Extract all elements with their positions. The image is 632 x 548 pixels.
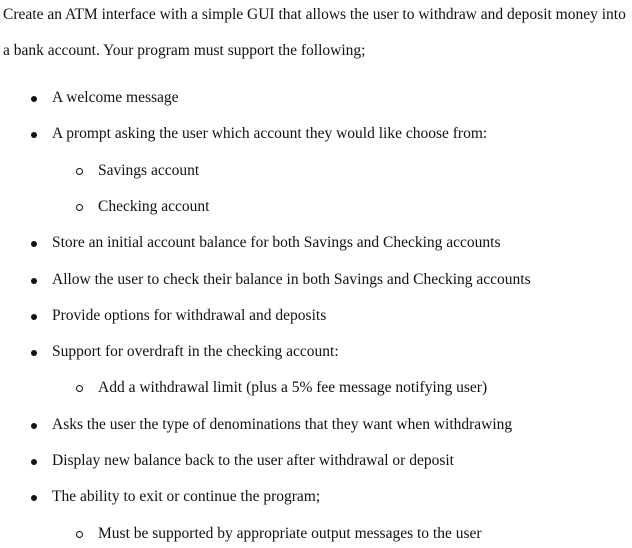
- bullet-icon: [31, 423, 37, 429]
- list-item: Add a withdrawal limit (plus a 5% fee message notifying user): [98, 379, 488, 397]
- list-item: Provide options for withdrawal and deposits: [52, 306, 327, 324]
- bullet-icon: [31, 495, 37, 501]
- bullet-icon: [31, 350, 37, 356]
- list-item: Store an initial account balance for both Savings and Checking accounts: [52, 234, 501, 252]
- list-item: A prompt asking the user which account they would like choose from:: [52, 125, 488, 143]
- list-item: Support for overdraft in the checking account:: [52, 343, 339, 361]
- intro-line: a bank account. Your program must support the following;: [3, 42, 366, 59]
- bullet-icon: [31, 278, 37, 284]
- list-item: Checking account: [98, 197, 210, 215]
- list-item: A welcome message: [52, 89, 179, 106]
- sub-bullet-icon: [76, 204, 83, 211]
- bullet-icon: [31, 241, 37, 247]
- sub-bullet-icon: [76, 531, 83, 538]
- list-item: The ability to exit or continue the program;: [52, 488, 321, 506]
- list-item: Savings account: [98, 161, 200, 179]
- bullet-icon: [31, 96, 37, 102]
- intro-line: Create an ATM interface with a simple GUI that allows the user to withdraw and deposit money into: [3, 6, 626, 23]
- list-item: Must be supported by appropriate output messages to the user: [98, 524, 482, 542]
- list-item: Allow the user to check their balance in both Savings and Checking accounts: [52, 270, 531, 288]
- sub-bullet-icon: [76, 385, 83, 392]
- sub-bullet-icon: [76, 168, 83, 175]
- bullet-icon: [31, 459, 37, 465]
- bullet-icon: [31, 314, 37, 320]
- bullet-icon: [31, 132, 37, 138]
- list-item: Asks the user the type of denominations that they want when withdrawing: [52, 415, 513, 433]
- list-item: Display new balance back to the user after withdrawal or deposit: [52, 452, 454, 469]
